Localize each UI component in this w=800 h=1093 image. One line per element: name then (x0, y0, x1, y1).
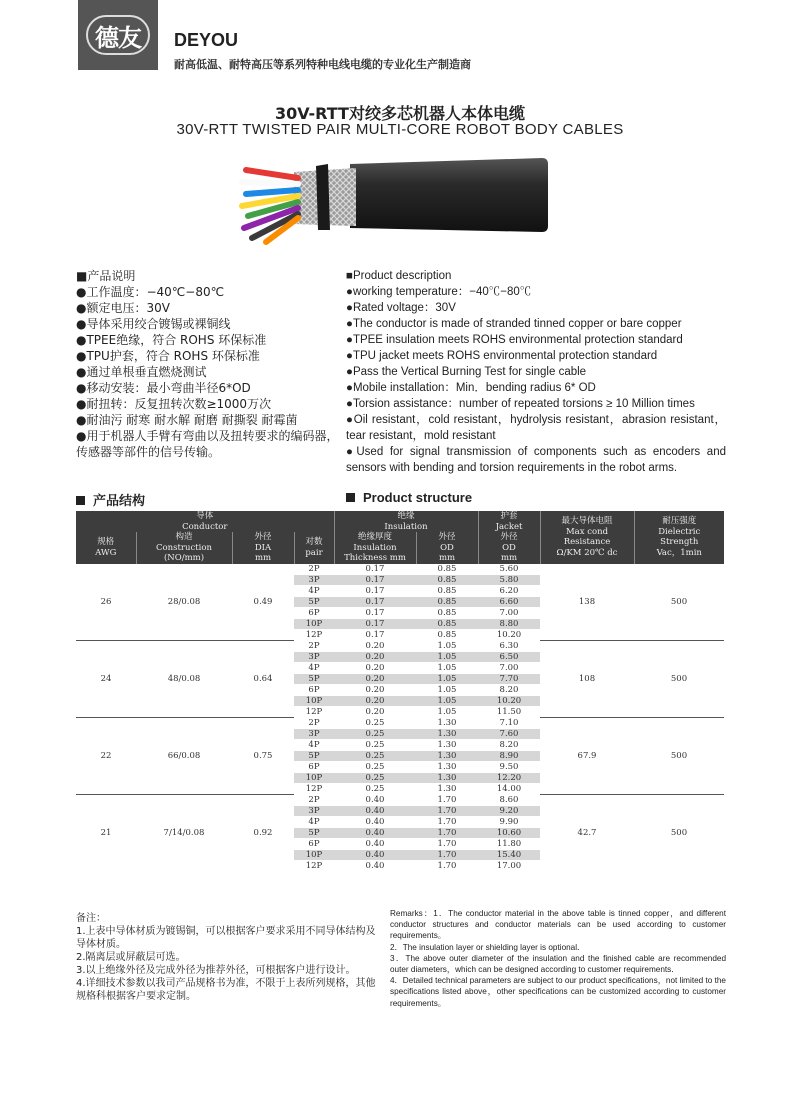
cell-jacket-od: 15.40 (478, 849, 540, 860)
header-text: Vac，1min (656, 547, 702, 558)
cell-insulation-thickness: 0.25 (334, 717, 416, 728)
cell-jacket-od: 11.50 (478, 706, 540, 717)
notes-en (390, 908, 726, 1009)
cell-insulation-od: 1.30 (416, 772, 478, 783)
header-text: Insulation (384, 521, 428, 532)
header-construction (136, 532, 232, 564)
cell-insulation-thickness: 0.17 (334, 629, 416, 640)
cell-insulation-od: 0.85 (416, 629, 478, 640)
note-cn-line: 3.以上绝缘外径及完成外径为推荐外径，可根据客户进行设计。 (76, 965, 356, 976)
cell-pair: 10P (294, 849, 334, 860)
cell-jacket-od: 14.00 (478, 783, 540, 794)
note-en-line: 4．Detailed technical parameters are subject to our product specifications，not limited to the specifications listed above，other specifications can be customized according to customer requirements。 (390, 976, 726, 1008)
cell-jacket-od: 6.30 (478, 640, 540, 651)
header-text: 绝缘 (397, 511, 415, 521)
cell-insulation-thickness: 0.25 (334, 728, 416, 739)
cell-insulation-od: 1.30 (416, 761, 478, 772)
cell-pair: 5P (294, 596, 334, 607)
cell-jacket-od: 10.20 (478, 695, 540, 706)
cell-insulation-thickness: 0.20 (334, 662, 416, 673)
cell-jacket-od: 10.60 (478, 827, 540, 838)
header-awg (76, 532, 136, 564)
header-text: 耐压强度 (662, 516, 697, 527)
cell-insulation-od: 1.30 (416, 783, 478, 794)
header-text: 外径 (438, 532, 456, 542)
page-title-cn: 30V-RTT对绞多芯机器人本体电缆 (275, 104, 525, 123)
header-text: 外径 (254, 532, 272, 542)
header-text: (NO/mm) (163, 553, 205, 563)
cell-pair: 4P (294, 662, 334, 673)
header-insulation (334, 511, 478, 532)
desc-en-line: ●Pass the Vertical Burning Test for single cable (346, 366, 587, 378)
header-text: 绝缘厚度 (357, 532, 392, 542)
header-text: pair (305, 547, 323, 558)
note-cn-line: 2.隔离层或屏蔽层可选。 (76, 952, 186, 963)
cell-jacket-od: 9.20 (478, 805, 540, 816)
desc-en-line: ●working temperature：−40℃−80℃ (346, 286, 532, 298)
cell-insulation-thickness: 0.40 (334, 827, 416, 838)
cell-jacket-od: 8.80 (478, 618, 540, 629)
cell-awg: 22 (76, 717, 136, 794)
cell-jacket-od: 10.20 (478, 629, 540, 640)
cell-insulation-od: 1.05 (416, 651, 478, 662)
cell-pair: 12P (294, 783, 334, 794)
cell-pair: 5P (294, 827, 334, 838)
notes-cn (76, 912, 382, 1003)
cell-insulation-od: 0.85 (416, 564, 478, 575)
section-title-cn-text: 产品结构 (93, 494, 146, 509)
cell-insulation-od: 1.70 (416, 794, 478, 805)
header-jacket-od (478, 532, 540, 564)
cell-max-resistance: 138 (578, 596, 596, 607)
cell-jacket-od: 6.60 (478, 596, 540, 607)
cell-pair: 12P (294, 629, 334, 640)
header-jacket (478, 511, 540, 532)
header-text: Dielectric (658, 526, 701, 537)
cell-pair: 2P (294, 640, 334, 651)
desc-cn-line: ●工作温度：−40℃−80℃ (76, 285, 225, 299)
cell-pair: 6P (294, 838, 334, 849)
note-cn-line: 1.上表中导体材质为镀锡铜，可以根据客户要求采用不同导体结构及导体材质。 (76, 926, 376, 950)
header-text: Ω/KM 20℃ dc (556, 547, 618, 558)
cell-max-resistance: 42.7 (540, 794, 634, 871)
cell-pair: 10P (294, 618, 334, 629)
cell-insulation-thickness: 0.40 (334, 816, 416, 827)
header-text: DIA (254, 542, 272, 553)
cell-dia: 0.92 (232, 794, 294, 871)
logo-text: 德友 (95, 23, 141, 52)
header-text: 护套 (500, 511, 518, 521)
cell-pair: 4P (294, 816, 334, 827)
cell-pair: 3P (294, 574, 334, 585)
cell-pair: 12P (294, 860, 334, 871)
header-insulation-thickness (334, 532, 416, 564)
cell-max-resistance: 67.9 (540, 717, 634, 794)
square-bullet-icon (76, 496, 85, 505)
section-title-en (346, 490, 472, 505)
cell-awg: 24 (76, 640, 136, 717)
cell-pair: 3P (294, 651, 334, 662)
header-text: OD (440, 542, 454, 553)
cell-insulation-od: 1.30 (416, 717, 478, 728)
desc-en-line: ●Mobile installation：Min．bending radius 6* OD (346, 382, 596, 394)
header-text: 规格 (97, 537, 115, 548)
cell-insulation-thickness: 0.17 (334, 596, 416, 607)
cell-pair: 6P (294, 607, 334, 618)
cell-jacket-od: 8.20 (478, 684, 540, 695)
cell-jacket-od: 7.60 (478, 728, 540, 739)
cell-insulation-thickness: 0.17 (334, 585, 416, 596)
cell-insulation-thickness: 0.17 (334, 564, 416, 575)
cell-pair: 6P (294, 684, 334, 695)
note-en-line: 2．The insulation layer or shielding layer is optional． (390, 942, 586, 952)
cell-insulation-thickness: 0.17 (334, 607, 416, 618)
cell-dielectric-strength: 500 (634, 794, 724, 871)
cell-jacket-od: 6.20 (478, 585, 540, 596)
cell-awg: 21 (76, 794, 136, 871)
header-text: OD (502, 542, 516, 553)
cell-insulation-thickness: 0.20 (334, 651, 416, 662)
desc-cn-line: ●导体采用绞合镀锡或裸铜线 (76, 317, 231, 331)
header-text: 对数 (305, 537, 323, 548)
cable-image (232, 150, 548, 250)
cell-jacket-od: 11.80 (478, 838, 540, 849)
cell-pair: 6P (294, 761, 334, 772)
cell-insulation-od: 1.05 (416, 640, 478, 651)
cell-max-resistance: 108 (540, 640, 634, 717)
cell-insulation-od: 1.05 (416, 684, 478, 695)
header-text: 外径 (500, 532, 518, 542)
cell-jacket-od: 7.70 (478, 673, 540, 684)
cell-insulation-thickness: 0.40 (334, 849, 416, 860)
cell-dia: 0.64 (232, 640, 294, 717)
cell-pair: 4P (294, 739, 334, 750)
cell-insulation-od: 1.70 (416, 805, 478, 816)
cell-insulation-od: 1.70 (416, 849, 478, 860)
cell-jacket-od: 17.00 (478, 860, 540, 871)
cell-jacket-od: 7.00 (478, 662, 540, 673)
desc-cn-line: ●耐油污 耐寒 耐水解 耐磨 耐撕裂 耐霉菌 (76, 413, 298, 427)
desc-en-line: ●Rated voltage：30V (346, 302, 456, 314)
cell-insulation-od: 1.05 (416, 673, 478, 684)
note-cn-line: 备注： (76, 913, 106, 924)
desc-en-line: ●Torsion assistance：number of repeated torsions ≥ 10 Million times (346, 398, 695, 410)
cell-pair: 2P (294, 717, 334, 728)
desc-en-line: ●Oil resistant，cold resistant，hydrolysis resistant，abrasion resistant，tear resistant，mold resistant (346, 414, 726, 442)
cell-dielectric-strength: 500 (634, 717, 724, 794)
header-text: 最大导体电阻 (561, 516, 613, 527)
cell-insulation-od: 0.85 (416, 607, 478, 618)
cell-insulation-od: 1.05 (416, 706, 478, 717)
header-max-resistance (540, 511, 634, 564)
page-title-en: 30V-RTT TWISTED PAIR MULTI-CORE ROBOT BODY CABLES (176, 121, 624, 138)
cell-insulation-thickness: 0.20 (334, 684, 416, 695)
cell-dielectric-strength: 500 (670, 596, 688, 607)
table-row (76, 717, 724, 728)
cell-insulation-od: 0.85 (416, 596, 478, 607)
cell-insulation-thickness: 0.40 (334, 860, 416, 871)
square-bullet-icon (346, 493, 355, 502)
cell-insulation-thickness: 0.20 (334, 673, 416, 684)
cell-pair: 5P (294, 750, 334, 761)
cell-insulation-od: 1.30 (416, 739, 478, 750)
cell-jacket-od: 7.00 (478, 607, 540, 618)
desc-cn-line: ●用于机器人手臂有弯曲以及扭转要求的编码器，传感器等部件的信号传输。 (76, 429, 339, 459)
cell-insulation-od: 1.70 (416, 860, 478, 871)
header-dielectric-strength (634, 511, 724, 564)
header-text: AWG (95, 547, 117, 558)
cell-insulation-od: 0.85 (416, 618, 478, 629)
cell-construction: 7/14/0.08 (136, 794, 232, 871)
cell-jacket-od: 9.50 (478, 761, 540, 772)
header-text: Thickness mm (344, 553, 406, 563)
cell-construction: 28/0.08 (167, 596, 201, 607)
cell-pair: 2P (294, 564, 334, 575)
cell-insulation-thickness: 0.20 (334, 640, 416, 651)
desc-cn-line: ●额定电压：30V (76, 301, 170, 315)
desc-cn-line: ●通过单根垂直燃烧测试 (76, 365, 207, 379)
cell-jacket-od: 6.50 (478, 651, 540, 662)
cell-insulation-thickness: 0.25 (334, 761, 416, 772)
cell-insulation-od: 1.70 (416, 827, 478, 838)
header-text: Insulation (353, 542, 397, 553)
cell-jacket-od: 5.60 (478, 564, 540, 575)
section-title-en-text: Product structure (363, 490, 473, 505)
header-insulation-od (416, 532, 478, 564)
cell-pair: 3P (294, 805, 334, 816)
description-en (346, 268, 726, 476)
cell-jacket-od: 7.10 (478, 717, 540, 728)
cell-insulation-thickness: 0.40 (334, 838, 416, 849)
cell-insulation-od: 1.30 (416, 750, 478, 761)
cell-insulation-thickness: 0.20 (334, 695, 416, 706)
brand-name: DEYOU (174, 30, 239, 50)
cell-pair: 5P (294, 673, 334, 684)
section-title-cn (76, 490, 145, 509)
desc-cn-line: ●TPU护套，符合 ROHS 环保标准 (76, 349, 260, 363)
header-text: Resistance (563, 537, 611, 548)
desc-cn-line: ●移动安装：最小弯曲半径6*OD (76, 381, 251, 395)
cell-insulation-thickness: 0.20 (334, 706, 416, 717)
header-text: mm (254, 553, 272, 563)
header-text: Construction (156, 542, 212, 553)
cell-pair: 10P (294, 772, 334, 783)
cell-insulation-thickness: 0.25 (334, 772, 416, 783)
header-text: mm (438, 553, 456, 563)
product-structure-table (76, 511, 724, 872)
cell-insulation-od: 1.05 (416, 695, 478, 706)
desc-cn-line: ■产品说明 (76, 269, 136, 283)
header-text: 构造 (175, 532, 193, 542)
cell-insulation-thickness: 0.25 (334, 783, 416, 794)
header-text: Conductor (182, 521, 228, 532)
desc-en-line: ●Used for signal transmission of components such as encoders and sensors with bending and torsion requirements in the robot arms. (346, 446, 726, 474)
desc-en-line: ●TPU jacket meets ROHS environmental protection standard (346, 350, 658, 362)
cell-insulation-thickness: 0.17 (334, 618, 416, 629)
cell-pair: 3P (294, 728, 334, 739)
header-text: mm (500, 553, 518, 563)
logo-badge (86, 15, 150, 55)
cell-awg: 26 (100, 596, 112, 607)
cell-jacket-od: 8.90 (478, 750, 540, 761)
cell-dia: 0.49 (253, 596, 273, 607)
description-cn (76, 268, 346, 460)
cell-insulation-thickness: 0.40 (334, 805, 416, 816)
cell-jacket-od: 9.90 (478, 816, 540, 827)
desc-en-line: ●The conductor is made of stranded tinned copper or bare copper (346, 318, 682, 330)
cell-construction: 48/0.08 (136, 640, 232, 717)
cell-insulation-od: 0.85 (416, 574, 478, 585)
header-text: Max cond (565, 526, 609, 537)
cell-dia: 0.75 (232, 717, 294, 794)
cell-insulation-thickness: 0.25 (334, 739, 416, 750)
cell-pair: 10P (294, 695, 334, 706)
cell-insulation-od: 1.70 (416, 838, 478, 849)
cell-insulation-thickness: 0.17 (334, 574, 416, 585)
header-text: Jacket (495, 521, 523, 532)
cell-pair: 4P (294, 585, 334, 596)
cell-jacket-od: 12.20 (478, 772, 540, 783)
table-row (76, 564, 724, 575)
cell-insulation-od: 1.70 (416, 816, 478, 827)
cell-dielectric-strength: 500 (634, 640, 724, 717)
cell-insulation-od: 1.05 (416, 662, 478, 673)
table-row (76, 640, 724, 651)
cell-construction: 66/0.08 (136, 717, 232, 794)
header-text: Strength (660, 537, 699, 548)
tagline: 耐高低温、耐特高压等系列特种电线电缆的专业化生产制造商 (174, 58, 471, 71)
cell-jacket-od: 8.60 (478, 794, 540, 805)
cell-insulation-od: 1.30 (416, 728, 478, 739)
desc-en-line: ●TPEE insulation meets ROHS environmental protection standard (346, 334, 683, 346)
logo (78, 0, 158, 70)
table-row (76, 794, 724, 805)
header-text: 导体 (196, 511, 214, 521)
desc-cn-line: ●耐扭转：反复扭转次数≥1000万次 (76, 397, 272, 411)
desc-en-line: ■Product description (346, 270, 452, 282)
cell-insulation-thickness: 0.25 (334, 750, 416, 761)
header-conductor (76, 511, 334, 532)
cell-insulation-thickness: 0.40 (334, 794, 416, 805)
note-cn-line: 4.详细技术参数以我司产品规格书为准，不限于上表所列规格，其他规格科根据客户要求定制。 (76, 978, 376, 1002)
cell-jacket-od: 8.20 (478, 739, 540, 750)
cell-pair: 12P (294, 706, 334, 717)
cell-jacket-od: 5.80 (478, 574, 540, 585)
note-en-line: Remarks：1．The conductor material in the above table is tinned copper，and different conductor structures and conductor materials can be used according to customer requirements。 (390, 909, 726, 941)
desc-cn-line: ●TPEE绝缘，符合 ROHS 环保标准 (76, 333, 267, 347)
cell-insulation-od: 0.85 (416, 585, 478, 596)
header-dia (232, 532, 294, 564)
note-en-line: 3．The above outer diameter of the insulation and the finished cable are recommended outer diameters，which can be designed according to customer requirements． (390, 953, 726, 975)
cell-pair: 2P (294, 794, 334, 805)
header-pair (294, 532, 334, 564)
